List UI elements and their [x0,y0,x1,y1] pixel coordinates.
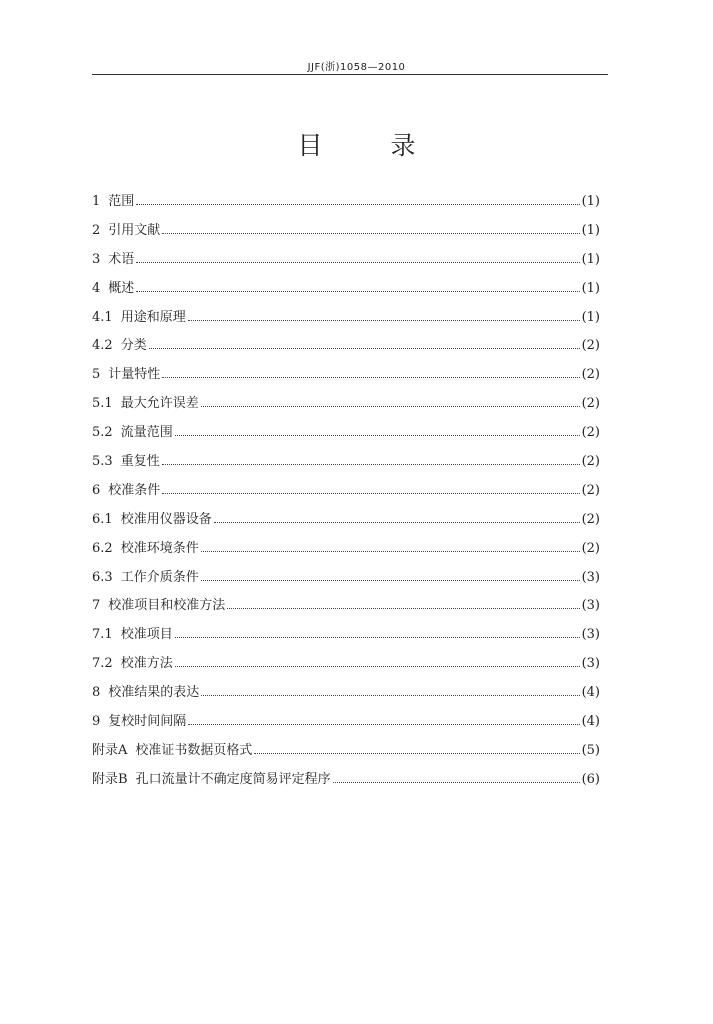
toc-entry [92,510,600,539]
table-of-contents [92,192,600,799]
standard-code-header: JJF(浙)1058—2010 [307,62,406,73]
toc-entry-number: 8 [92,685,101,701]
dot-leader [136,291,579,292]
toc-entry [92,423,600,452]
toc-entry-label: 用途和原理 [120,309,186,325]
toc-entry-label: 校准环境条件 [120,540,199,556]
toc-entry-page: (2) [581,482,600,498]
toc-entry-label: 概述 [108,280,135,296]
toc-entry-page: (1) [581,251,600,267]
toc-entry-number: 7 [92,598,101,614]
toc-entry-label: 工作介质条件 [120,569,199,585]
toc-entry [92,654,600,683]
toc-entry [92,336,600,365]
toc-entry-number: 7.2 [92,656,113,672]
dot-leader [136,204,579,205]
dot-leader [201,406,580,407]
dot-leader [188,724,579,725]
toc-entry-label: 校准条件 [108,482,161,498]
dot-leader [136,262,579,263]
dot-leader [162,377,579,378]
dot-leader [175,637,580,638]
toc-entry-number: 5.1 [92,396,113,412]
dot-leader [333,782,580,783]
toc-entry-label: 术语 [108,251,135,267]
dot-leader [149,348,580,349]
dot-leader [175,435,580,436]
dot-leader [254,753,579,754]
toc-entry-label: 计量特性 [108,367,161,383]
toc-entry-page: (1) [581,194,600,209]
dot-leader [162,233,579,234]
toc-entry-page: (1) [581,222,600,238]
dot-leader [201,695,579,696]
toc-entry-label: 校准项目和校准方法 [108,598,226,614]
toc-entry [92,712,600,741]
toc-entry-number: 6.2 [92,540,113,556]
toc-entry-page: (2) [581,338,600,354]
toc-entry-page: (4) [581,685,600,701]
toc-entry [92,221,600,250]
toc-entry-number: 4.1 [92,309,113,325]
toc-entry-page: (3) [581,569,600,585]
toc-entry-number: 6.3 [92,569,113,585]
toc-entry [92,481,600,510]
toc-entry-page: (2) [581,396,600,412]
toc-entry [92,596,600,625]
toc-entry-label: 校准项目 [120,627,173,643]
toc-entry-number: 5 [92,367,101,383]
toc-entry [92,568,600,597]
toc-entry-label: 最大允许误差 [120,396,199,412]
toc-entry-number: 4 [92,280,101,296]
toc-entry-page: (2) [581,367,600,383]
toc-entry-number: 6 [92,482,101,498]
dot-leader [227,608,579,609]
toc-entry-number: 1 [92,194,101,209]
toc-entry-page: (1) [581,309,600,325]
toc-entry [92,683,600,712]
toc-entry-label: 校准用仪器设备 [120,511,212,527]
toc-entry-label: 重复性 [120,454,160,470]
toc-entry-number: 附录B [92,771,128,787]
dot-leader [162,493,579,494]
toc-entry-number: 5.3 [92,454,113,470]
toc-entry [92,308,600,337]
toc-entry-number: 6.1 [92,511,113,527]
toc-entry-label: 流量范围 [120,425,173,441]
dot-leader [201,551,580,552]
toc-entry-number: 附录A [92,742,128,758]
toc-entry-number: 4.2 [92,338,113,354]
toc-entry-page: (2) [581,454,600,470]
toc-entry-page: (2) [581,425,600,441]
toc-entry-label: 校准证书数据页格式 [135,742,253,758]
dot-leader [201,580,580,581]
toc-entry-page: (2) [581,511,600,527]
toc-entry-number: 5.2 [92,425,113,441]
toc-entry-number: 3 [92,251,101,267]
toc-entry [92,192,600,221]
toc-entry [92,250,600,279]
toc-entry-number: 7.1 [92,627,113,643]
toc-entry [92,279,600,308]
toc-entry [92,365,600,394]
toc-entry-label: 校准方法 [120,656,173,672]
toc-entry-page: (3) [581,598,600,614]
toc-entry [92,741,600,770]
header-rule [92,74,608,75]
dot-leader [162,464,580,465]
toc-entry [92,625,600,654]
toc-entry-page: (2) [581,540,600,556]
toc-entry-label: 范围 [108,194,135,209]
toc-entry-label: 引用文献 [108,222,161,238]
dot-leader [175,666,580,667]
toc-title: 目 录 [297,131,446,160]
toc-entry [92,394,600,423]
toc-entry-label: 分类 [120,338,147,354]
toc-entry [92,452,600,481]
dot-leader [214,522,580,523]
toc-entry [92,539,600,568]
toc-entry-label: 复校时间间隔 [108,714,187,730]
toc-entry-label: 校准结果的表达 [108,685,200,701]
toc-entry-number: 9 [92,714,101,730]
toc-entry-number: 2 [92,222,101,238]
toc-entry-page: (1) [581,280,600,296]
toc-entry-page: (5) [581,742,600,758]
toc-entry-page: (4) [581,714,600,730]
toc-entry-page: (6) [581,771,600,787]
dot-leader [188,320,580,321]
toc-entry-page: (3) [581,627,600,643]
toc-entry-label: 孔口流量计不确定度简易评定程序 [135,771,331,787]
toc-entry-page: (3) [581,656,600,672]
toc-entry [92,770,600,799]
